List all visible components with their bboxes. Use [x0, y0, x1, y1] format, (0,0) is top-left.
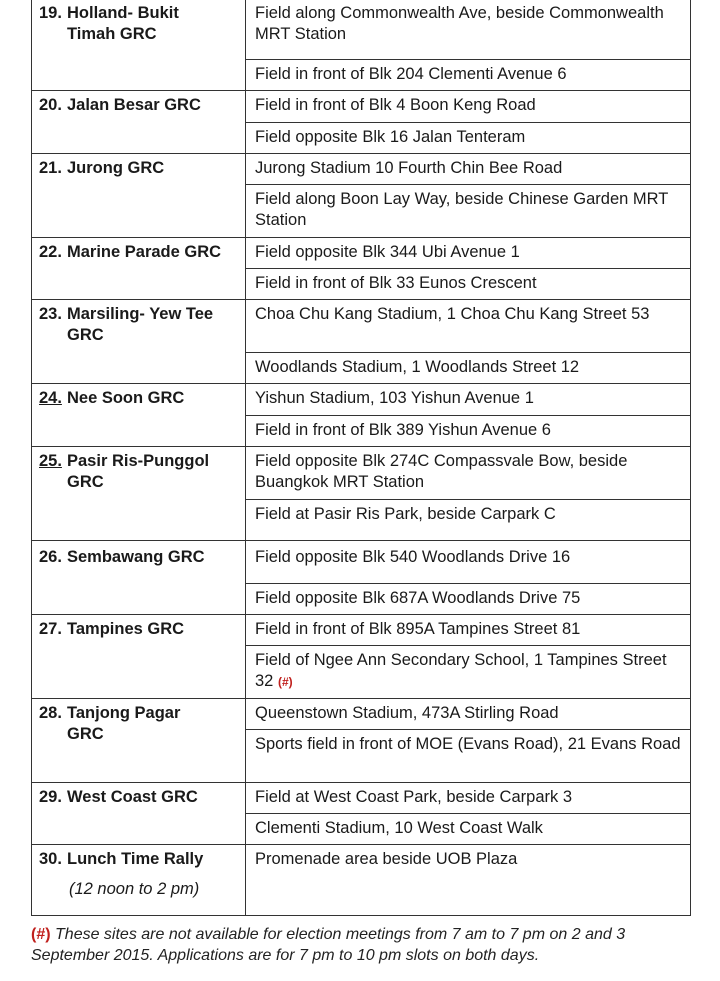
row-number: 29. — [39, 788, 62, 806]
site-cell — [246, 238, 691, 269]
site-cell — [246, 447, 691, 500]
constituency-name: Jalan Besar GRC — [67, 96, 201, 114]
site-cell — [246, 300, 691, 353]
site-text: Field opposite Blk 274C Compassvale Bow, beside Buangkok MRT Station — [255, 452, 628, 491]
site-text: Promenade area beside UOB Plaza — [255, 850, 518, 868]
site-text: Field opposite Blk 540 Woodlands Drive 16 — [255, 548, 571, 566]
table-row — [32, 0, 691, 60]
site-text: Field in front of Blk 204 Clementi Avenue 6 — [255, 65, 567, 83]
table-row — [32, 845, 691, 916]
constituency-name: Holland- Bukit Timah GRC — [67, 4, 179, 43]
row-number: 30. — [39, 850, 62, 868]
constituency-name: Nee Soon GRC — [67, 389, 185, 407]
row-number: 25. — [39, 452, 62, 470]
table-row — [32, 91, 691, 123]
site-cell — [246, 185, 691, 238]
site-text: Queenstown Stadium, 473A Stirling Road — [255, 704, 559, 722]
constituency-cell — [32, 699, 246, 783]
site-with-mark — [246, 646, 690, 697]
site-text: Choa Chu Kang Stadium, 1 Choa Chu Kang Street 53 — [255, 305, 650, 323]
table-row — [32, 300, 691, 353]
constituency-cell — [32, 91, 246, 154]
row-number: 28. — [39, 704, 62, 722]
site-cell — [246, 814, 691, 845]
site-cell — [246, 0, 691, 60]
site-text: Woodlands Stadium, 1 Woodlands Street 12 — [255, 358, 580, 376]
constituency-cell — [32, 783, 246, 845]
constituency-name: Tampines GRC — [67, 620, 185, 638]
site-text: Field in front of Blk 33 Eunos Crescent — [255, 274, 537, 292]
constituency-name: Marsiling- Yew Tee GRC — [67, 305, 214, 344]
site-text: Field opposite Blk 16 Jalan Tenteram — [255, 128, 526, 146]
site-cell — [246, 269, 691, 300]
site-cell — [246, 123, 691, 154]
site-cell — [246, 845, 691, 916]
site-text: Sports field in front of MOE (Evans Road), 21 Evans Road — [255, 735, 681, 753]
row-number: 27. — [39, 620, 62, 638]
unavailable-mark: (#) — [277, 675, 293, 689]
table-row — [32, 384, 691, 416]
site-text: Clementi Stadium, 10 West Coast Walk — [255, 819, 543, 837]
constituency-cell — [32, 300, 246, 384]
constituency-name: West Coast GRC — [67, 788, 198, 806]
constituency-cell — [32, 384, 246, 447]
constituency-name: Pasir Ris-Punggol GRC — [67, 452, 210, 491]
site-text: Field opposite Blk 687A Woodlands Drive 75 — [255, 589, 581, 607]
constituency-name: Marine Parade GRC — [67, 243, 222, 261]
constituency-cell — [32, 154, 246, 238]
site-cell — [246, 699, 691, 730]
constituency-name: Jurong GRC — [67, 159, 165, 177]
row-number: 26. — [39, 548, 62, 566]
site-text: Field along Boon Lay Way, beside Chinese Garden MRT Station — [255, 190, 669, 229]
constituency-cell — [32, 845, 246, 916]
table-row — [32, 154, 691, 185]
site-cell — [246, 646, 691, 699]
row-number: 24. — [39, 389, 62, 407]
site-cell — [246, 730, 691, 783]
row-number: 22. — [39, 243, 62, 261]
constituency-cell — [32, 615, 246, 699]
row-number: 19. — [39, 4, 62, 22]
site-cell — [246, 60, 691, 91]
constituency-cell — [32, 0, 246, 91]
table-row — [32, 783, 691, 814]
site-cell — [246, 154, 691, 185]
site-text: Field opposite Blk 344 Ubi Avenue 1 — [255, 243, 520, 261]
constituency-name: Tanjong Pagar GRC — [67, 704, 181, 743]
site-text: Field at Pasir Ris Park, beside Carpark C — [255, 505, 556, 523]
row-number: 20. — [39, 96, 62, 114]
constituency-name: Sembawang GRC — [67, 548, 205, 566]
site-cell — [246, 541, 691, 584]
site-cell — [246, 584, 691, 615]
rally-time: (12 noon to 2 pm) — [69, 880, 200, 898]
table-row — [32, 238, 691, 269]
table-row — [32, 699, 691, 730]
rally-sites-table — [31, 0, 691, 916]
table-row — [32, 447, 691, 500]
site-text: Yishun Stadium, 103 Yishun Avenue 1 — [255, 389, 534, 407]
footnote-text: These sites are not available for election meetings from 7 am to 7 pm on 2 and 3 September 2015. Applications are for 7 pm to 10 pm slots on both days. — [31, 926, 626, 964]
table-row — [32, 541, 691, 584]
site-text: Field at West Coast Park, beside Carpark 3 — [255, 788, 572, 806]
site-text: Field in front of Blk 389 Yishun Avenue 6 — [255, 421, 551, 439]
site-cell — [246, 416, 691, 447]
site-cell — [246, 91, 691, 123]
constituency-name: Lunch Time Rally — [67, 850, 204, 868]
site-text: Field along Commonwealth Ave, beside Commonwealth MRT Station — [255, 4, 664, 43]
site-cell — [246, 783, 691, 814]
site-text: Jurong Stadium 10 Fourth Chin Bee Road — [255, 159, 563, 177]
constituency-cell — [32, 447, 246, 541]
constituency-cell — [32, 238, 246, 300]
row-number: 21. — [39, 159, 62, 177]
table-row — [32, 615, 691, 646]
site-cell — [246, 353, 691, 384]
site-cell — [246, 500, 691, 541]
site-cell — [246, 615, 691, 646]
constituency-cell — [32, 541, 246, 615]
row-number: 23. — [39, 305, 62, 323]
site-text: Field of Ngee Ann Secondary School, 1 Tampines Street 32 — [255, 651, 667, 690]
footnote — [31, 924, 696, 966]
site-cell — [246, 384, 691, 416]
site-text: Field in front of Blk 4 Boon Keng Road — [255, 96, 536, 114]
site-text: Field in front of Blk 895A Tampines Street 81 — [255, 620, 581, 638]
footnote-mark: (#) — [31, 926, 51, 943]
